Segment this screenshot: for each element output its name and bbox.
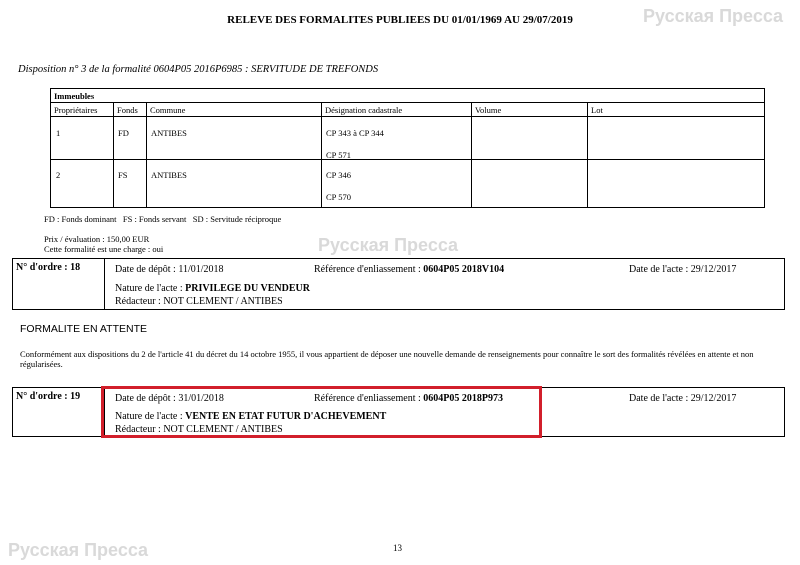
immeubles-table xyxy=(50,88,765,208)
acte-date: Date de l'acte : 29/12/2017 xyxy=(629,393,737,404)
depot-value: 31/01/2018 xyxy=(178,393,224,404)
ordre-19-label: N° d'ordre : 19 xyxy=(13,388,105,436)
row-designation: CP 343 à CP 344 xyxy=(326,128,384,138)
immeubles-section-header: Immeubles xyxy=(51,89,764,103)
redacteur-value: NOT CLEMENT / ANTIBES xyxy=(163,424,283,435)
document-title: RELEVE DES FORMALITES PUBLIEES DU 01/01/1969 AU 29/07/2019 xyxy=(227,14,573,26)
depot-value: 11/01/2018 xyxy=(178,264,224,275)
nature-value: PRIVILEGE DU VENDEUR xyxy=(185,283,310,294)
nature-label: Nature de l'acte : xyxy=(115,283,183,294)
row-designation: CP 570 xyxy=(326,192,351,202)
ordre-18-label: N° d'ordre : 18 xyxy=(13,259,105,309)
ordre-18-box xyxy=(12,258,785,310)
depot-label: Date de dépôt : xyxy=(115,264,176,275)
reference-value: 0604P05 2018V104 xyxy=(423,264,505,275)
depot-label: Date de dépôt : xyxy=(115,393,176,404)
col-lot: Lot xyxy=(588,103,764,117)
charge-note: Cette formalité est une charge : oui xyxy=(44,244,164,254)
depot-line xyxy=(115,264,224,275)
col-proprietaires: Propriétaires xyxy=(51,103,114,117)
nature-label: Nature de l'acte : xyxy=(115,411,183,422)
reference-label: Référence d'enliassement : xyxy=(314,393,421,404)
formalite-attente-heading: FORMALITE EN ATTENTE xyxy=(20,323,147,335)
watermark-center: Русская Пресса xyxy=(318,235,459,255)
redacteur-label: Rédacteur : xyxy=(115,424,161,435)
redacteur-line xyxy=(115,296,283,307)
watermark-top-right: Русская Пресса xyxy=(643,6,784,26)
nature-value: VENTE EN ETAT FUTUR D'ACHEVEMENT xyxy=(185,411,387,422)
row-proprietaire: 1 xyxy=(56,128,61,138)
nature-line xyxy=(115,283,310,294)
prix-block xyxy=(44,234,163,254)
row-commune: ANTIBES xyxy=(151,170,187,180)
row-divider xyxy=(51,159,764,160)
col-fonds: Fonds xyxy=(114,103,147,117)
row-fonds: FD xyxy=(118,128,129,138)
row-fonds: FS xyxy=(118,170,128,180)
col-designation: Désignation cadastrale xyxy=(322,103,472,117)
col-commune: Commune xyxy=(147,103,322,117)
col-volume: Volume xyxy=(472,103,588,117)
reference-label: Référence d'enliassement : xyxy=(314,264,421,275)
reference-value: 0604P05 2018P973 xyxy=(423,393,503,404)
disposition-heading: Disposition n° 3 de la formalité 0604P05 2016P6985 : SERVITUDE DE TREFONDS xyxy=(18,64,379,75)
watermark-bottom-left: Русская Пресса xyxy=(8,540,149,560)
row-designation: CP 346 xyxy=(326,170,351,180)
row-designation: CP 571 xyxy=(326,150,351,160)
prix-evaluation: Prix / évaluation : 150,00 EUR xyxy=(44,234,150,244)
page-number: 13 xyxy=(393,543,402,553)
conformement-paragraph: Conformément aux dispositions du 2 de l'article 41 du décret du 14 octobre 1955, il vous appartient de déposer une nouvelle demande de renseignements pour connaître le sort des formalités révélées en attente et non régularisées. xyxy=(20,349,754,369)
reference-line xyxy=(314,264,504,275)
row-commune: ANTIBES xyxy=(151,128,187,138)
redacteur-label: Rédacteur : xyxy=(115,296,161,307)
redacteur-value: NOT CLEMENT / ANTIBES xyxy=(163,296,283,307)
fonds-legend: FD : Fonds dominant FS : Fonds servant SD : Servitude réciproque xyxy=(44,214,282,224)
row-proprietaire: 2 xyxy=(56,170,61,180)
highlight-annotation xyxy=(101,386,542,438)
acte-date: Date de l'acte : 29/12/2017 xyxy=(629,264,737,275)
